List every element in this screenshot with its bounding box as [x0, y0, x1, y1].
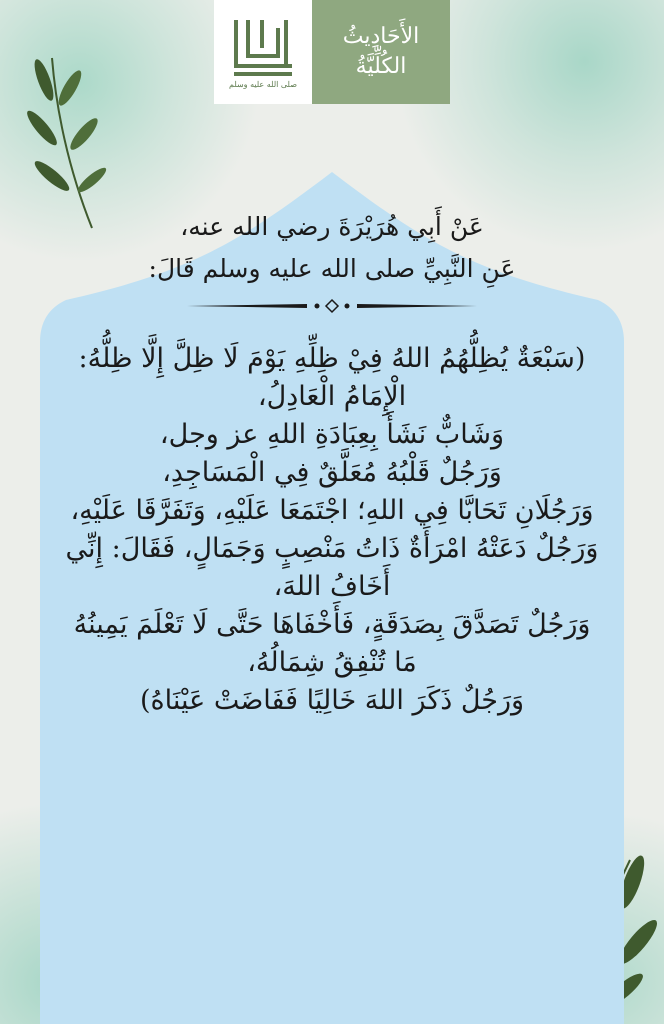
hadith-line: وَشَابٌّ نَشَأَ بِعِبَادَةِ اللهِ عز وجل،	[159, 419, 505, 450]
hadith-line: الْإِمَامُ الْعَادِلُ،	[257, 381, 407, 412]
logo-title-line2: الكُلِّيَّةُ	[355, 54, 407, 79]
hadith-line: وَرَجُلٌ تَصَدَّقَ بِصَدَقَةٍ، فَأَخْفَاهَا حَتَّى لَا تَعْلَمَ يَمِينُهُ مَا تُنْفِقُ شِمَالُهُ،	[73, 609, 591, 678]
intro-text	[60, 206, 604, 290]
logo-title-line1: الأَحَادِيثُ	[342, 24, 420, 49]
hadith-line: وَرَجُلَانِ تَحَابَّا فِي اللهِ؛ اجْتَمَعَا عَلَيْهِ، وَتَفَرَّقَا عَلَيْهِ،	[70, 495, 594, 526]
intro-line: عَنْ أَبِي هُرَيْرَةَ رضي الله عنه،	[180, 212, 484, 241]
hadith-line: وَرَجُلٌ دَعَتْهُ امْرَأَةٌ ذَاتُ مَنْصِبٍ وَجَمَالٍ، فَقَالَ: إِنِّي أَخَافُ اللهَ،	[65, 533, 599, 602]
intro-line: عَنِ النَّبِيِّ صلى الله عليه وسلم قَالَ:	[148, 254, 516, 283]
logo-title	[312, 0, 450, 104]
hadith-line: وَرَجُلٌ ذَكَرَ اللهَ خَالِيًا فَفَاضَتْ عَيْنَاهُ)	[139, 685, 525, 716]
hadith-content	[60, 206, 604, 720]
hadith-line: وَرَجُلٌ قَلْبُهُ مُعَلَّقٌ فِي الْمَسَاجِدِ،	[162, 457, 502, 488]
logo-calligraphy	[214, 0, 312, 104]
hadith-line: (سَبْعَةٌ يُظِلُّهُمُ اللهُ فِيْ ظِلِّهِ يَوْمَ لَا ظِلَّ إِلَّا ظِلُّهُ:	[78, 343, 586, 374]
logo	[214, 0, 450, 104]
logo-caption: صلى الله عليه وسلم	[229, 79, 297, 89]
logo-calligraphy-icon	[228, 16, 298, 78]
divider-ornament-icon	[187, 298, 477, 314]
hadith-text	[60, 340, 604, 720]
